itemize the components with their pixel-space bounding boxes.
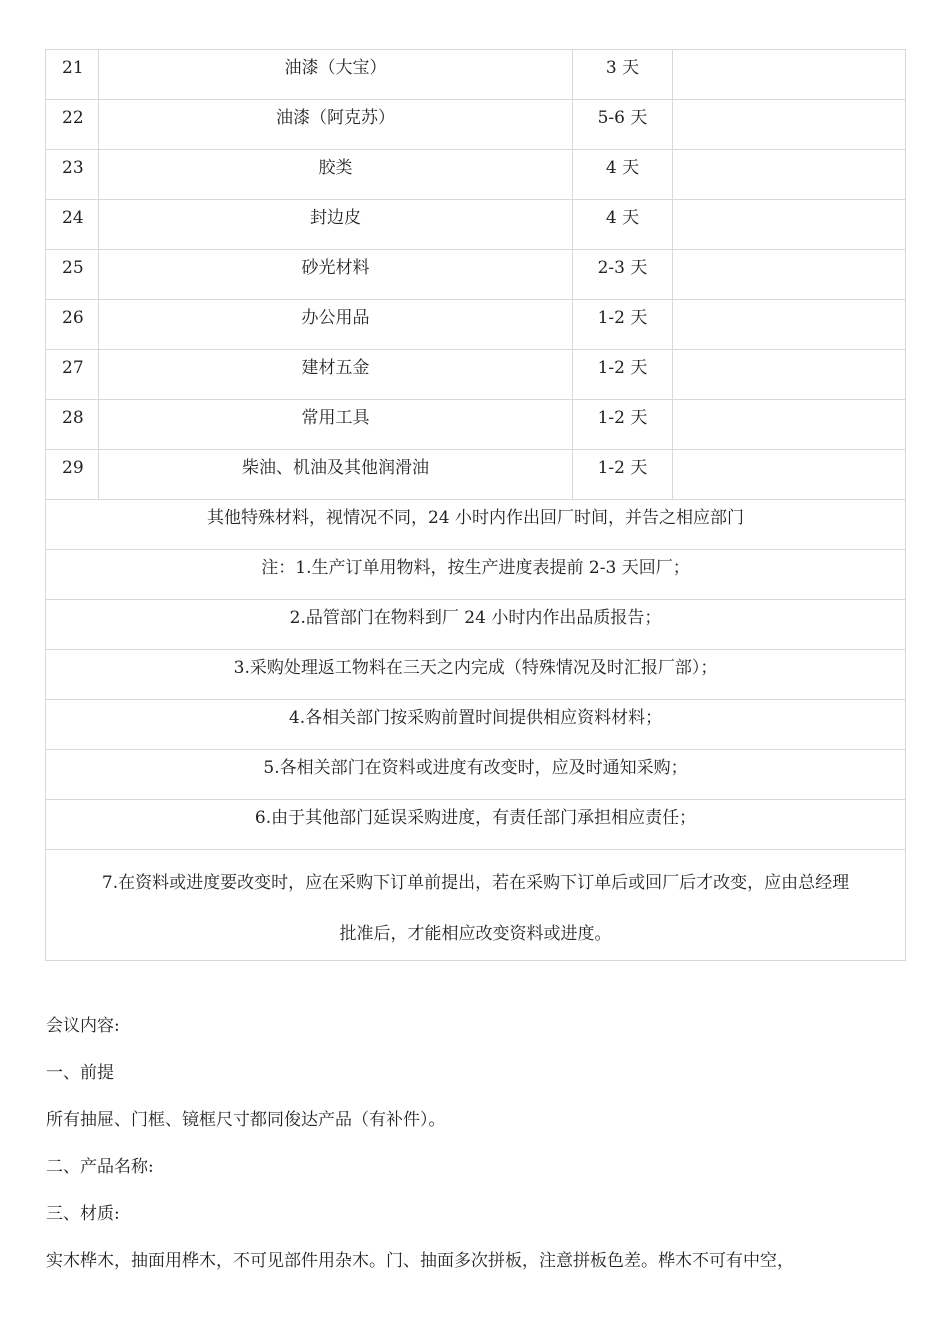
material-name: 柴油、机油及其他润滑油 [99, 450, 573, 500]
row-number: 24 [46, 200, 99, 250]
note-1: 注：1.生产订单用物料，按生产进度表提前 2-3 天回厂； [46, 550, 906, 600]
lead-time: 1-2 天 [573, 300, 673, 350]
table-row-note [46, 700, 906, 750]
table-row-note [46, 600, 906, 650]
lead-time: 4 天 [573, 150, 673, 200]
table-row [46, 250, 906, 300]
table-row-note [46, 650, 906, 700]
purchase-lead-time-table [45, 49, 906, 961]
row-number: 29 [46, 450, 99, 500]
material-name: 砂光材料 [99, 250, 573, 300]
material-name: 油漆（阿克苏） [99, 100, 573, 150]
note-4: 4.各相关部门按采购前置时间提供相应资料材料； [46, 700, 906, 750]
remark-cell [673, 300, 906, 350]
note-7-line-1: 7.在资料或进度要改变时，应在采购下订单前提出，若在采购下订单后或回厂后才改变，应由总经理 [101, 873, 850, 893]
material-name: 常用工具 [99, 400, 573, 450]
table-row-special [46, 500, 906, 550]
lead-time: 5-6 天 [573, 100, 673, 150]
row-number: 23 [46, 150, 99, 200]
lead-time: 1-2 天 [573, 450, 673, 500]
material-name: 胶类 [99, 150, 573, 200]
table-row-note [46, 800, 906, 850]
section-2-title: 二、产品名称: [46, 1157, 154, 1177]
remark-cell [673, 50, 906, 100]
section-1-text: 所有抽屉、门框、镜框尺寸都同俊达产品（有补件）。 [46, 1110, 446, 1130]
table-row-note [46, 550, 906, 600]
material-name: 油漆（大宝） [99, 50, 573, 100]
section-3-title: 三、材质: [46, 1204, 120, 1224]
row-number: 25 [46, 250, 99, 300]
lead-time: 3 天 [573, 50, 673, 100]
note-7-line-2: 批准后，才能相应改变资料或进度。 [339, 924, 612, 944]
remark-cell [673, 250, 906, 300]
table-row [46, 400, 906, 450]
remark-cell [673, 200, 906, 250]
lead-time: 2-3 天 [573, 250, 673, 300]
material-name: 封边皮 [99, 200, 573, 250]
table-row [46, 450, 906, 500]
row-number: 21 [46, 50, 99, 100]
table-row [46, 300, 906, 350]
remark-cell [673, 350, 906, 400]
note-3: 3.采购处理返工物料在三天之内完成（特殊情况及时汇报厂部）； [46, 650, 906, 700]
note-5: 5.各相关部门在资料或进度有改变时，应及时通知采购； [46, 750, 906, 800]
table-row [46, 100, 906, 150]
note-7 [46, 850, 906, 961]
material-name: 建材五金 [99, 350, 573, 400]
remark-cell [673, 400, 906, 450]
table-row-note [46, 850, 906, 961]
table-row [46, 350, 906, 400]
row-number: 22 [46, 100, 99, 150]
remark-cell [673, 450, 906, 500]
row-number: 28 [46, 400, 99, 450]
material-name: 办公用品 [99, 300, 573, 350]
table-row [46, 200, 906, 250]
row-number: 27 [46, 350, 99, 400]
special-materials-note: 其他特殊材料，视情况不同，24 小时内作出回厂时间，并告之相应部门 [46, 500, 906, 550]
row-number: 26 [46, 300, 99, 350]
table-row-note [46, 750, 906, 800]
remark-cell [673, 100, 906, 150]
note-6: 6.由于其他部门延误采购进度，有责任部门承担相应责任； [46, 800, 906, 850]
lead-time: 1-2 天 [573, 400, 673, 450]
meeting-heading: 会议内容: [46, 1016, 120, 1036]
lead-time: 1-2 天 [573, 350, 673, 400]
lead-time: 4 天 [573, 200, 673, 250]
section-3-text: 实木桦木，抽面用桦木，不可见部件用杂木。门、抽面多次拼板，注意拼板色差。桦木不可有中空， [46, 1251, 794, 1271]
note-2: 2.品管部门在物料到厂 24 小时内作出品质报告； [46, 600, 906, 650]
section-1-title: 一、前提 [46, 1063, 114, 1083]
table-row [46, 150, 906, 200]
remark-cell [673, 150, 906, 200]
table-row [46, 50, 906, 100]
